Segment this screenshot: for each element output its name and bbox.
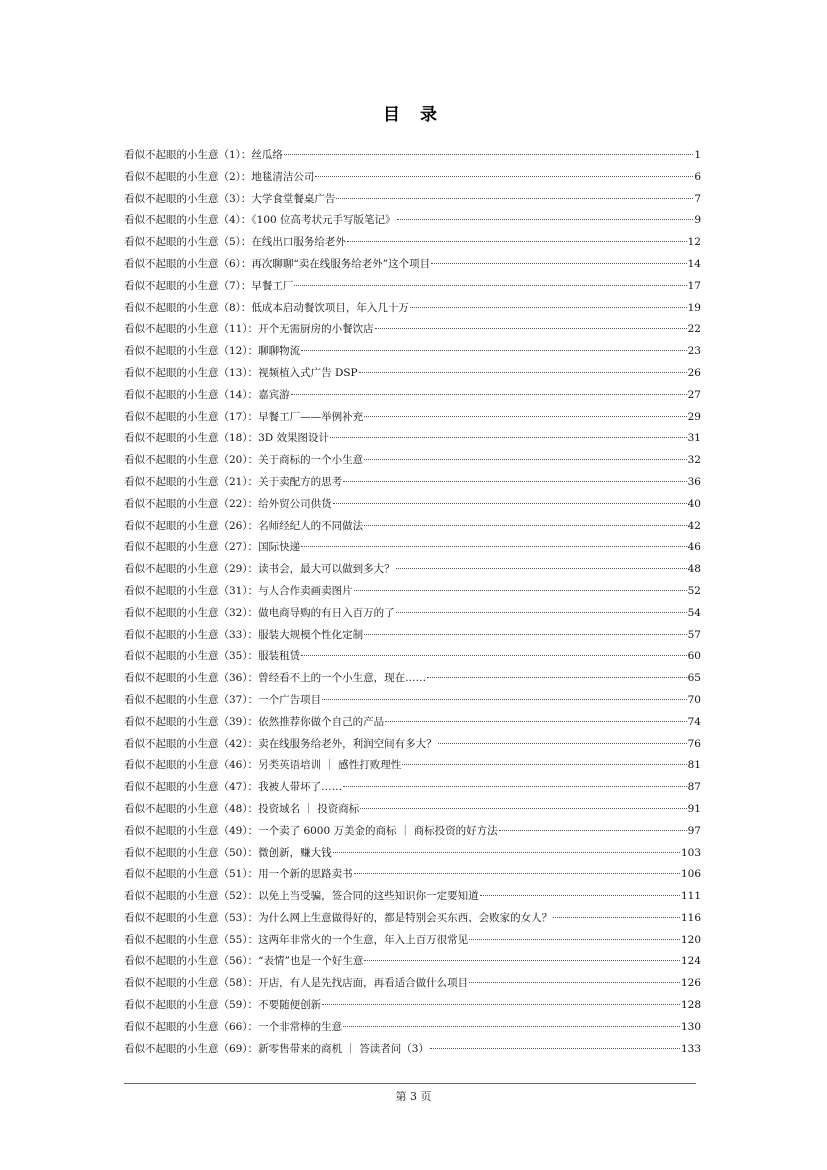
toc-entry-page-number: 65 [687, 672, 701, 685]
toc-entry-title: 看似不起眼的小生意（2）：地毯清洁公司 [124, 170, 315, 183]
toc-entry-title: 看似不起眼的小生意（7）：早餐工厂 [124, 279, 294, 292]
toc-entry[interactable] [124, 951, 701, 973]
toc-entry[interactable] [124, 973, 701, 995]
dot-leader [364, 459, 687, 460]
toc-entry-title: 看似不起眼的小生意（46）：另类英语培训 ｜ 感性打败理性 [124, 759, 402, 772]
dot-leader [438, 743, 687, 744]
toc-entry[interactable] [124, 145, 701, 167]
dot-leader [397, 219, 694, 220]
dot-leader [469, 939, 680, 940]
toc-entry-title: 看似不起眼的小生意（22）：给外贸公司供货 [124, 497, 332, 510]
dot-leader [322, 699, 687, 700]
toc-entry-page-number: 9 [694, 214, 701, 227]
toc-entry[interactable] [124, 603, 701, 625]
toc-entry-page-number: 29 [687, 410, 701, 423]
toc-entry[interactable] [124, 995, 701, 1017]
dot-leader [364, 416, 687, 417]
toc-entry[interactable] [124, 276, 701, 298]
toc-entry[interactable] [124, 1017, 701, 1039]
dot-leader [333, 503, 687, 504]
dot-leader [385, 721, 687, 722]
dot-leader [330, 437, 687, 438]
toc-entry-title: 看似不起眼的小生意（17）：早餐工厂——举例补充 [124, 410, 364, 423]
toc-entry-title: 看似不起眼的小生意（58）：开店，有人是先找店面，再看适合做什么项目 [124, 977, 469, 990]
dot-leader [431, 263, 686, 264]
toc-entry-page-number: 74 [687, 715, 701, 728]
toc-entry[interactable] [124, 864, 701, 886]
dot-leader [375, 328, 687, 329]
toc-entry-title: 看似不起眼的小生意（53）：为什么网上生意做得好的，都是特别会买东西、会败家的女人？ [124, 911, 553, 924]
toc-entry-page-number: 70 [687, 693, 701, 706]
toc-entry[interactable] [124, 668, 701, 690]
toc-entry[interactable] [124, 712, 701, 734]
toc-entry[interactable] [124, 494, 701, 516]
toc-entry-title: 看似不起眼的小生意（26）：名师经纪人的不同做法 [124, 519, 364, 532]
toc-entry-title: 看似不起眼的小生意（11）：开个无需厨房的小餐饮店 [124, 323, 374, 336]
toc-entry[interactable] [124, 407, 701, 429]
toc-entry-page-number: 87 [687, 781, 701, 794]
dot-leader [333, 852, 680, 853]
toc-entry-page-number: 124 [680, 955, 701, 968]
toc-entry-page-number: 26 [687, 366, 701, 379]
toc-entry-page-number: 103 [680, 846, 701, 859]
dot-leader [359, 372, 687, 373]
toc-entry-title: 看似不起眼的小生意（5）：在线出口服务给老外 [124, 236, 346, 249]
toc-entry-title: 看似不起眼的小生意（13）：视频植入式广告 DSP [124, 366, 358, 379]
toc-entry-page-number: 111 [680, 890, 701, 903]
toc-entry-title: 看似不起眼的小生意（1）：丝瓜络 [124, 149, 283, 161]
toc-entry-page-number: 130 [680, 1020, 701, 1033]
toc-entry-title: 看似不起眼的小生意（48）：投资域名 ｜ 投资商标 [124, 802, 360, 815]
toc-entry-title: 看似不起眼的小生意（18）：3D 效果图设计 [124, 432, 330, 445]
dot-leader [430, 1048, 680, 1049]
dot-leader [427, 677, 687, 678]
toc-entry-page-number: 27 [687, 388, 701, 401]
toc-entry-page-number: 120 [680, 933, 701, 946]
toc-entry-page-number: 126 [680, 977, 701, 990]
toc-entry-page-number: 32 [687, 454, 701, 467]
toc-entry-page-number: 54 [687, 606, 701, 619]
dot-leader [364, 960, 680, 961]
toc-entry-title: 看似不起眼的小生意（33）：服装大规模个性化定制 [124, 628, 364, 641]
toc-entry-title: 看似不起眼的小生意（69）：新零售带来的商机 ｜ 答读者问（3） [124, 1042, 429, 1055]
dot-leader [364, 525, 687, 526]
toc-entry-title: 看似不起眼的小生意（52）：以免上当受骗，签合同的这些知识你一定要知道 [124, 890, 479, 903]
toc-entry-page-number: 97 [687, 824, 701, 837]
toc-entry-title: 看似不起眼的小生意（12）：聊聊物流 [124, 345, 301, 358]
toc-entry-page-number: 19 [687, 301, 701, 314]
dot-leader [402, 764, 686, 765]
toc-entry-page-number: 133 [680, 1042, 701, 1055]
toc-entry-page-number: 76 [687, 737, 701, 750]
toc-entry[interactable] [124, 319, 701, 341]
dot-leader [469, 982, 680, 983]
toc-entry-page-number: 7 [694, 192, 701, 205]
toc-entry-page-number: 48 [687, 563, 701, 576]
toc-entry-title: 看似不起眼的小生意（37）：一个广告项目 [124, 693, 322, 706]
toc-entry[interactable] [124, 799, 701, 821]
footer-divider [124, 1083, 696, 1084]
toc-entry-title: 看似不起眼的小生意（6）：再次聊聊“卖在线服务给老外”这个项目 [124, 257, 431, 270]
toc-entry-title: 看似不起眼的小生意（8）：低成本启动餐饮项目，年入几十万 [124, 301, 409, 314]
toc-entry[interactable] [124, 821, 701, 843]
dot-leader [343, 786, 687, 787]
toc-entry[interactable] [124, 167, 701, 189]
toc-entry-title: 看似不起眼的小生意（35）：服装租赁 [124, 650, 301, 663]
toc-entry[interactable] [124, 843, 701, 865]
toc-entry-page-number: 31 [687, 432, 701, 445]
toc-entry-page-number: 60 [687, 650, 701, 663]
toc-entry[interactable] [124, 581, 701, 603]
dot-leader [480, 895, 680, 896]
toc-entry[interactable] [124, 930, 701, 952]
dot-leader [347, 241, 687, 242]
toc-entry[interactable] [124, 298, 701, 320]
dot-leader [336, 198, 693, 199]
toc-entry[interactable] [124, 210, 701, 232]
toc-entry-title: 看似不起眼的小生意（20）：关于商标的一个小生意 [124, 454, 364, 467]
toc-entry-page-number: 116 [680, 911, 701, 924]
toc-entry-page-number: 52 [687, 584, 701, 597]
toc-entry-title: 看似不起眼的小生意（14）：嘉宾游 [124, 388, 290, 401]
toc-entry[interactable] [124, 646, 701, 668]
toc-entry[interactable] [124, 559, 701, 581]
dot-leader [284, 154, 693, 155]
toc-entry-title: 看似不起眼的小生意（36）：曾经看不上的一个小生意，现在…… [124, 672, 427, 685]
toc-entry-title: 看似不起眼的小生意（55）：这两年非常火的一个生意，年入上百万很常见 [124, 933, 469, 946]
toc-entry-page-number: 23 [687, 345, 701, 358]
dot-leader [301, 655, 687, 656]
toc-entry-page-number: 81 [687, 759, 701, 772]
toc-entry[interactable] [124, 690, 701, 712]
page-number-footer: 第 3 页 [395, 1090, 432, 1103]
toc-entry[interactable] [124, 755, 701, 777]
toc-entry-page-number: 12 [687, 236, 701, 249]
toc-entry[interactable] [124, 363, 701, 385]
toc-entry-title: 看似不起眼的小生意（27）：国际快递 [124, 541, 301, 554]
toc-entry[interactable] [124, 734, 701, 756]
toc-entry-title: 看似不起眼的小生意（51）：用一个新的思路卖书 [124, 868, 353, 881]
toc-entry-title: 看似不起眼的小生意（4）：《100 位高考状元手写版笔记》 [124, 214, 396, 227]
dot-leader [301, 350, 687, 351]
toc-entry-title: 看似不起眼的小生意（21）：关于卖配方的思考 [124, 475, 343, 488]
toc-entry-title: 看似不起眼的小生意（59）：不要随便创新 [124, 999, 322, 1012]
toc-entry-page-number: 17 [687, 279, 701, 292]
toc-entry-title: 看似不起眼的小生意（29）：读书会，最大可以做到多大？ [124, 563, 395, 576]
toc-entry[interactable] [124, 189, 701, 211]
toc-entry-page-number: 40 [687, 497, 701, 510]
dot-leader [343, 1026, 680, 1027]
dot-leader [294, 285, 686, 286]
toc-entry-page-number: 36 [687, 475, 701, 488]
dot-leader [499, 830, 687, 831]
toc-entry[interactable] [124, 341, 701, 363]
toc-entry-page-number: 128 [680, 999, 701, 1012]
dot-leader [354, 590, 687, 591]
toc-entry-page-number: 1 [694, 149, 701, 161]
toc-entry-page-number: 42 [687, 519, 701, 532]
dot-leader [396, 568, 687, 569]
toc-entry[interactable] [124, 232, 701, 254]
dot-leader [410, 307, 687, 308]
toc-entry-page-number: 14 [687, 257, 701, 270]
toc-entry-page-number: 6 [694, 170, 701, 183]
toc-entry[interactable] [124, 1039, 701, 1061]
toc-entry[interactable] [124, 886, 701, 908]
toc-entry-page-number: 106 [680, 868, 701, 881]
dot-leader [396, 612, 687, 613]
toc-entry[interactable] [124, 472, 701, 494]
dot-leader [301, 546, 687, 547]
toc-entry[interactable] [124, 450, 701, 472]
toc-entry[interactable] [124, 385, 701, 407]
toc-entry[interactable] [124, 516, 701, 538]
dot-leader [343, 481, 687, 482]
toc-entry-title: 看似不起眼的小生意（49）：一个卖了 6000 万美金的商标 ｜ 商标投资的好方法 [124, 824, 498, 837]
dot-leader [315, 176, 693, 177]
toc-entry-title: 看似不起眼的小生意（56）：“表情”也是一个好生意 [124, 955, 364, 968]
dot-leader [364, 634, 687, 635]
toc-entry-title: 看似不起眼的小生意（31）：与人合作卖画卖图片 [124, 584, 353, 597]
toc-entry-page-number: 57 [687, 628, 701, 641]
toc-entry-title: 看似不起眼的小生意（66）：一个非常棒的生意 [124, 1020, 343, 1033]
toc-entry-title: 看似不起眼的小生意（50）：微创新，赚大钱 [124, 846, 332, 859]
dot-leader [322, 1004, 680, 1005]
dot-leader [291, 394, 687, 395]
toc-entry-page-number: 22 [687, 323, 701, 336]
toc-entry-title: 看似不起眼的小生意（47）：我被人带坏了…… [124, 781, 343, 794]
toc-entry-title: 看似不起眼的小生意（39）：依然推荐你做个自己的产品 [124, 715, 385, 728]
toc-entry[interactable] [124, 625, 701, 647]
toc-entry-title: 看似不起眼的小生意（3）：大学食堂餐桌广告 [124, 192, 336, 205]
page-title: 目 录 [383, 105, 444, 125]
toc-entry-page-number: 46 [687, 541, 701, 554]
toc-entry-title: 看似不起眼的小生意（42）：卖在线服务给老外，利润空间有多大？ [124, 737, 437, 750]
toc-entry[interactable] [124, 537, 701, 559]
table-of-contents [124, 145, 701, 1060]
toc-entry[interactable] [124, 908, 701, 930]
toc-entry-page-number: 91 [687, 802, 701, 815]
toc-entry-title: 看似不起眼的小生意（32）：做电商导购的有日入百万的了 [124, 606, 395, 619]
dot-leader [354, 873, 680, 874]
dot-leader [553, 917, 680, 918]
toc-entry[interactable] [124, 254, 701, 276]
toc-entry[interactable] [124, 428, 701, 450]
toc-entry[interactable] [124, 777, 701, 799]
dot-leader [360, 808, 686, 809]
